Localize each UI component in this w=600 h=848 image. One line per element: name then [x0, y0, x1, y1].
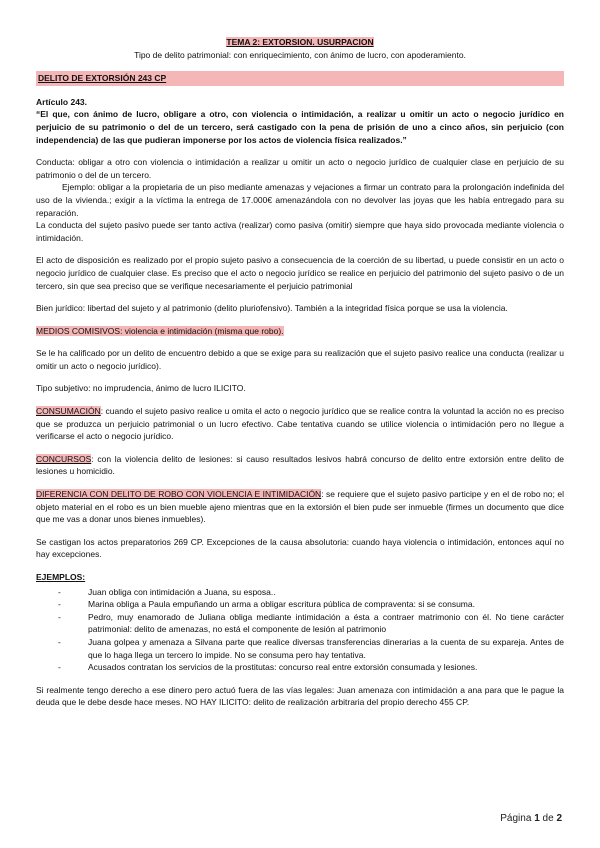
list-item: - Acusados contratan los servicios de la prostitutas: concurso real entre extorsión consumada y lesiones. — [88, 661, 564, 674]
ejemplo-paragraph: Ejemplo: obligar a la propietaria de un piso mediante amenazas y vejaciones a firmar un contrato para la prolongación indefinida del uso de la vivienda.; exigir a la víctima la entrega de 17.000€ amenazándola con no devolver las joyas que les había entregado para su reparación. — [36, 182, 564, 218]
doc-subtitle: Tipo de delito patrimonial: con enriquecimiento, con ánimo de lucro, con apoderamiento. — [134, 49, 466, 60]
consumacion-paragraph: CONSUMACIÓN: cuando el sujeto pasivo realice u omita el acto o negocio jurídico que se realice contra la voluntad la acción no es preciso que se produzca un perjuicio patrimonial o un lucro efectivo. Cabe tentativa cuando se utilice violencia o intimidación pero no llegue a verificarse el acto o negocio jurídico. — [36, 406, 564, 442]
encuentro-paragraph: Se le ha calificado por un delito de encuentro debido a que se exige para su realización que el sujeto pasivo realice una conducta (realizar u omitir un acto o negocio jurídico). — [36, 348, 564, 371]
list-item: - Pedro, muy enamorado de Juliana obliga mediante intimidación a ésta a contraer matrimonio con él. No tiene carácter patrimonial: delito de amenazas, no está el componente de lesión al patrimonio — [88, 611, 564, 636]
acto-disposicion-paragraph: El acto de disposición es realizado por el propio sujeto pasivo a consecuencia de la coerción de su libertad, u puede consistir en un acto o negocio jurídico de cualquier clase. Es preciso que el acto o negocio jurídico se realice en perjuicio del patrimonio del sujeto pasivo o de un tercero, sin que sea preciso que se verifique necesariamente el perjuicio patrimonial — [36, 255, 564, 291]
list-item: - Juana golpea y amenaza a Silvana parte que realice diversas transferencias dinerarias a la cuenta de su expareja. Antes de que lo haga llega un tercero lo impide. No se consuma pero hay tentativa. — [88, 636, 564, 661]
list-item: - Marina obliga a Paula empuñando un arma a obligar escritura pública de compraventa: si se consuma. — [88, 598, 564, 611]
article-text: “El que, con ánimo de lucro, obligare a otro, con violencia o intimidación, a realizar u omitir un acto o negocio jurídico en perjuicio de su patrimonio o del de un tercero, será castigado con la pena de prisión de uno a cinco años, sin perjuicio (con independencia) de las que pudieran imponerse por los actos de violencia física realizados.” — [36, 109, 564, 145]
document-page — [36, 36, 564, 709]
conducta-paragraph: Conducta: obligar a otro con violencia o intimidación a realizar u omitir un acto o negocio jurídico de cualquier clase en perjuicio de su patrimonio o del de un tercero. — [36, 157, 564, 180]
page-footer: Página 1 de 2 — [500, 813, 562, 824]
concursos-label: CONCURSOS — [36, 453, 92, 464]
diferencia-label: DIFERENCIA CON DELITO DE ROBO CON VIOLENCIA E INTIMIDACIÓN — [36, 489, 322, 500]
concursos-paragraph: CONCURSOS: con la violencia delito de lesiones: si causo resultados lesivos habrá concurso de delito entre extorsión entre delito de lesiones u homicidio. — [36, 453, 564, 477]
article-label: Artículo 243. — [36, 96, 88, 107]
bien-juridico-paragraph: Bien jurídico: libertad del sujeto y al patrimonio (delito pluriofensivo). También a la integridad física porque se usa la violencia. — [36, 303, 508, 314]
final-paragraph: Si realmente tengo derecho a ese dinero pero actuó fuera de las vías legales: Juan amenaza con intimidación a ana para que le pague la deuda que le debe desde hace meses. NO HAY ILICITO: delito de realización arbitraria del propio derecho 455 CP. — [36, 684, 564, 708]
preparatorios-paragraph: Se castigan los actos preparatorios 269 CP. Excepciones de la causa absolutoria: cuando haya violencia o intimidación, entonces aquí no hay excepciones. — [36, 536, 564, 560]
ejemplos-list — [36, 586, 564, 674]
consumacion-label: CONSUMACIÓN — [36, 406, 101, 417]
tipo-subjetivo-paragraph: Tipo subjetivo: no imprudencia, ánimo de lucro ILICITO. — [36, 383, 246, 394]
doc-title: TEMA 2: EXTORSION. USURPACION — [226, 37, 374, 47]
ejemplos-heading: EJEMPLOS: — [36, 572, 86, 582]
diferencia-paragraph: DIFERENCIA CON DELITO DE ROBO CON VIOLENCIA E INTIMIDACIÓN: se requiere que el sujeto pasivo participe y en el de robo no; el objeto material en el robo es un bien mueble ajeno mientras que en la extorsión el bien pude ser inmueble (firmes un documento que dice que me vas a donar unos bienes inmuebles). — [36, 489, 564, 525]
medios-heading: MEDIOS COMISIVOS: violencia e intimidación (misma que robo). — [36, 325, 284, 336]
list-item: - Juan obliga con intimidación a Juana, su esposa.. — [88, 586, 564, 599]
conducta-sujeto-paragraph: La conducta del sujeto pasivo puede ser tanto activa (realizar) como pasiva (omitir) siempre que haya sido provocada mediante violencia o intimidación. — [36, 220, 564, 243]
section-heading: DELITO DE EXTORSIÓN 243 CP — [36, 71, 564, 86]
